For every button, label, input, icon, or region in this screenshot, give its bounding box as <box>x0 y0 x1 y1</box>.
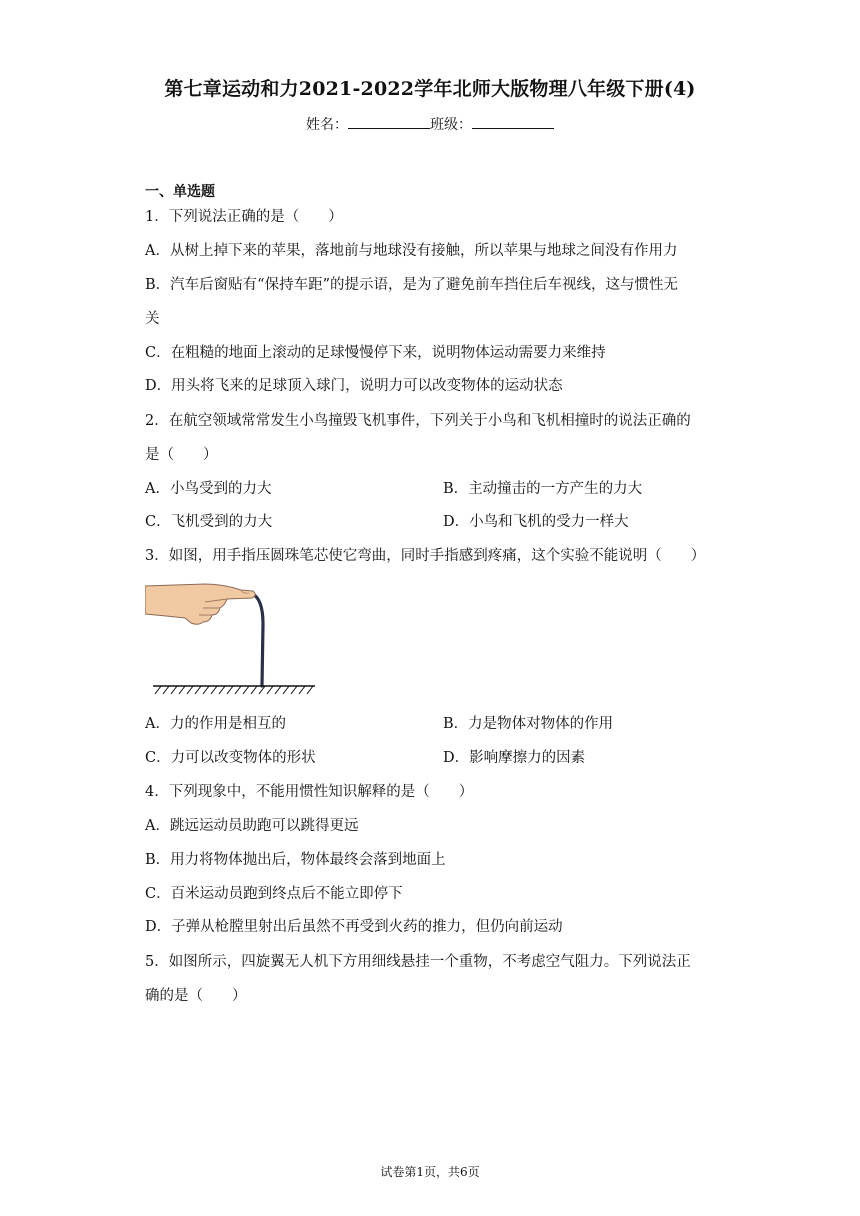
class-label: 班级： <box>430 117 472 133</box>
q4-option-d: D．子弹从枪膛里射出后虽然不再受到火药的推力，但仍向前运动 <box>145 919 563 935</box>
q4-option-c: C．百米运动员跑到终点后不能立即停下 <box>145 886 403 902</box>
q1-option-d: D．用头将飞来的足球顶入球门，说明力可以改变物体的运动状态 <box>145 378 563 394</box>
q5-stem-cont: 确的是（ ） <box>145 988 247 1004</box>
q3-option-b: B．力是物体对物体的作用 <box>443 716 614 732</box>
hand-icon <box>145 584 255 624</box>
ground-hatching <box>155 686 313 694</box>
page-footer: 试卷第1页，共6页 <box>380 1165 480 1179</box>
q1-option-b: B．汽车后窗贴有“保持车距”的提示语，是为了避免前车挡住后车视线，这与惯性无 <box>145 277 678 293</box>
q2-option-b: B．主动撞击的一方产生的力大 <box>443 481 643 497</box>
q1-option-a: A．从树上掉下来的苹果，落地前与地球没有接触，所以苹果与地球之间没有作用力 <box>145 243 678 259</box>
q3-option-a: A．力的作用是相互的 <box>145 716 286 732</box>
q2-option-c: C．飞机受到的力大 <box>145 514 273 530</box>
q5-stem: 5．如图所示，四旋翼无人机下方用细线悬挂一个重物，不考虑空气阻力。下列说法正 <box>145 954 691 970</box>
q1-option-c: C．在粗糙的地面上滚动的足球慢慢停下来，说明物体运动需要力来维持 <box>145 345 606 361</box>
class-blank[interactable] <box>472 115 554 129</box>
q2-stem: 2．在航空领域常常发生小鸟撞毁飞机事件，下列关于小鸟和飞机相撞时的说法正确的 <box>145 413 691 429</box>
page-title: 第七章运动和力2021-2022学年北师大版物理八年级下册(4) <box>164 78 696 100</box>
q4-stem: 4．下列现象中，不能用惯性知识解释的是（ ） <box>145 784 474 800</box>
q1-option-b-cont: 关 <box>145 311 160 327</box>
q3-stem: 3．如图，用手指压圆珠笔芯使它弯曲，同时手指感到疼痛，这个实验不能说明（ ） <box>145 548 706 564</box>
q4-option-a: A．跳远运动员助跑可以跳得更远 <box>145 818 359 834</box>
q4-option-b: B．用力将物体抛出后，物体最终会落到地面上 <box>145 852 446 868</box>
name-blank[interactable] <box>348 115 430 129</box>
section-heading: 一、单选题 <box>145 184 215 200</box>
q2-stem-cont: 是（ ） <box>145 447 218 463</box>
q2-option-a: A．小鸟受到的力大 <box>145 481 272 497</box>
name-class-row <box>0 114 860 134</box>
name-label: 姓名： <box>306 117 348 133</box>
q1-stem: 1．下列说法正确的是（ ） <box>145 209 343 225</box>
pen-refill <box>253 594 263 686</box>
q3-option-d: D．影响摩擦力的因素 <box>443 750 586 766</box>
q2-option-d: D．小鸟和飞机的受力一样大 <box>443 514 629 530</box>
q3-option-c: C．力可以改变物体的形状 <box>145 750 316 766</box>
finger-pen-figure <box>145 578 320 700</box>
